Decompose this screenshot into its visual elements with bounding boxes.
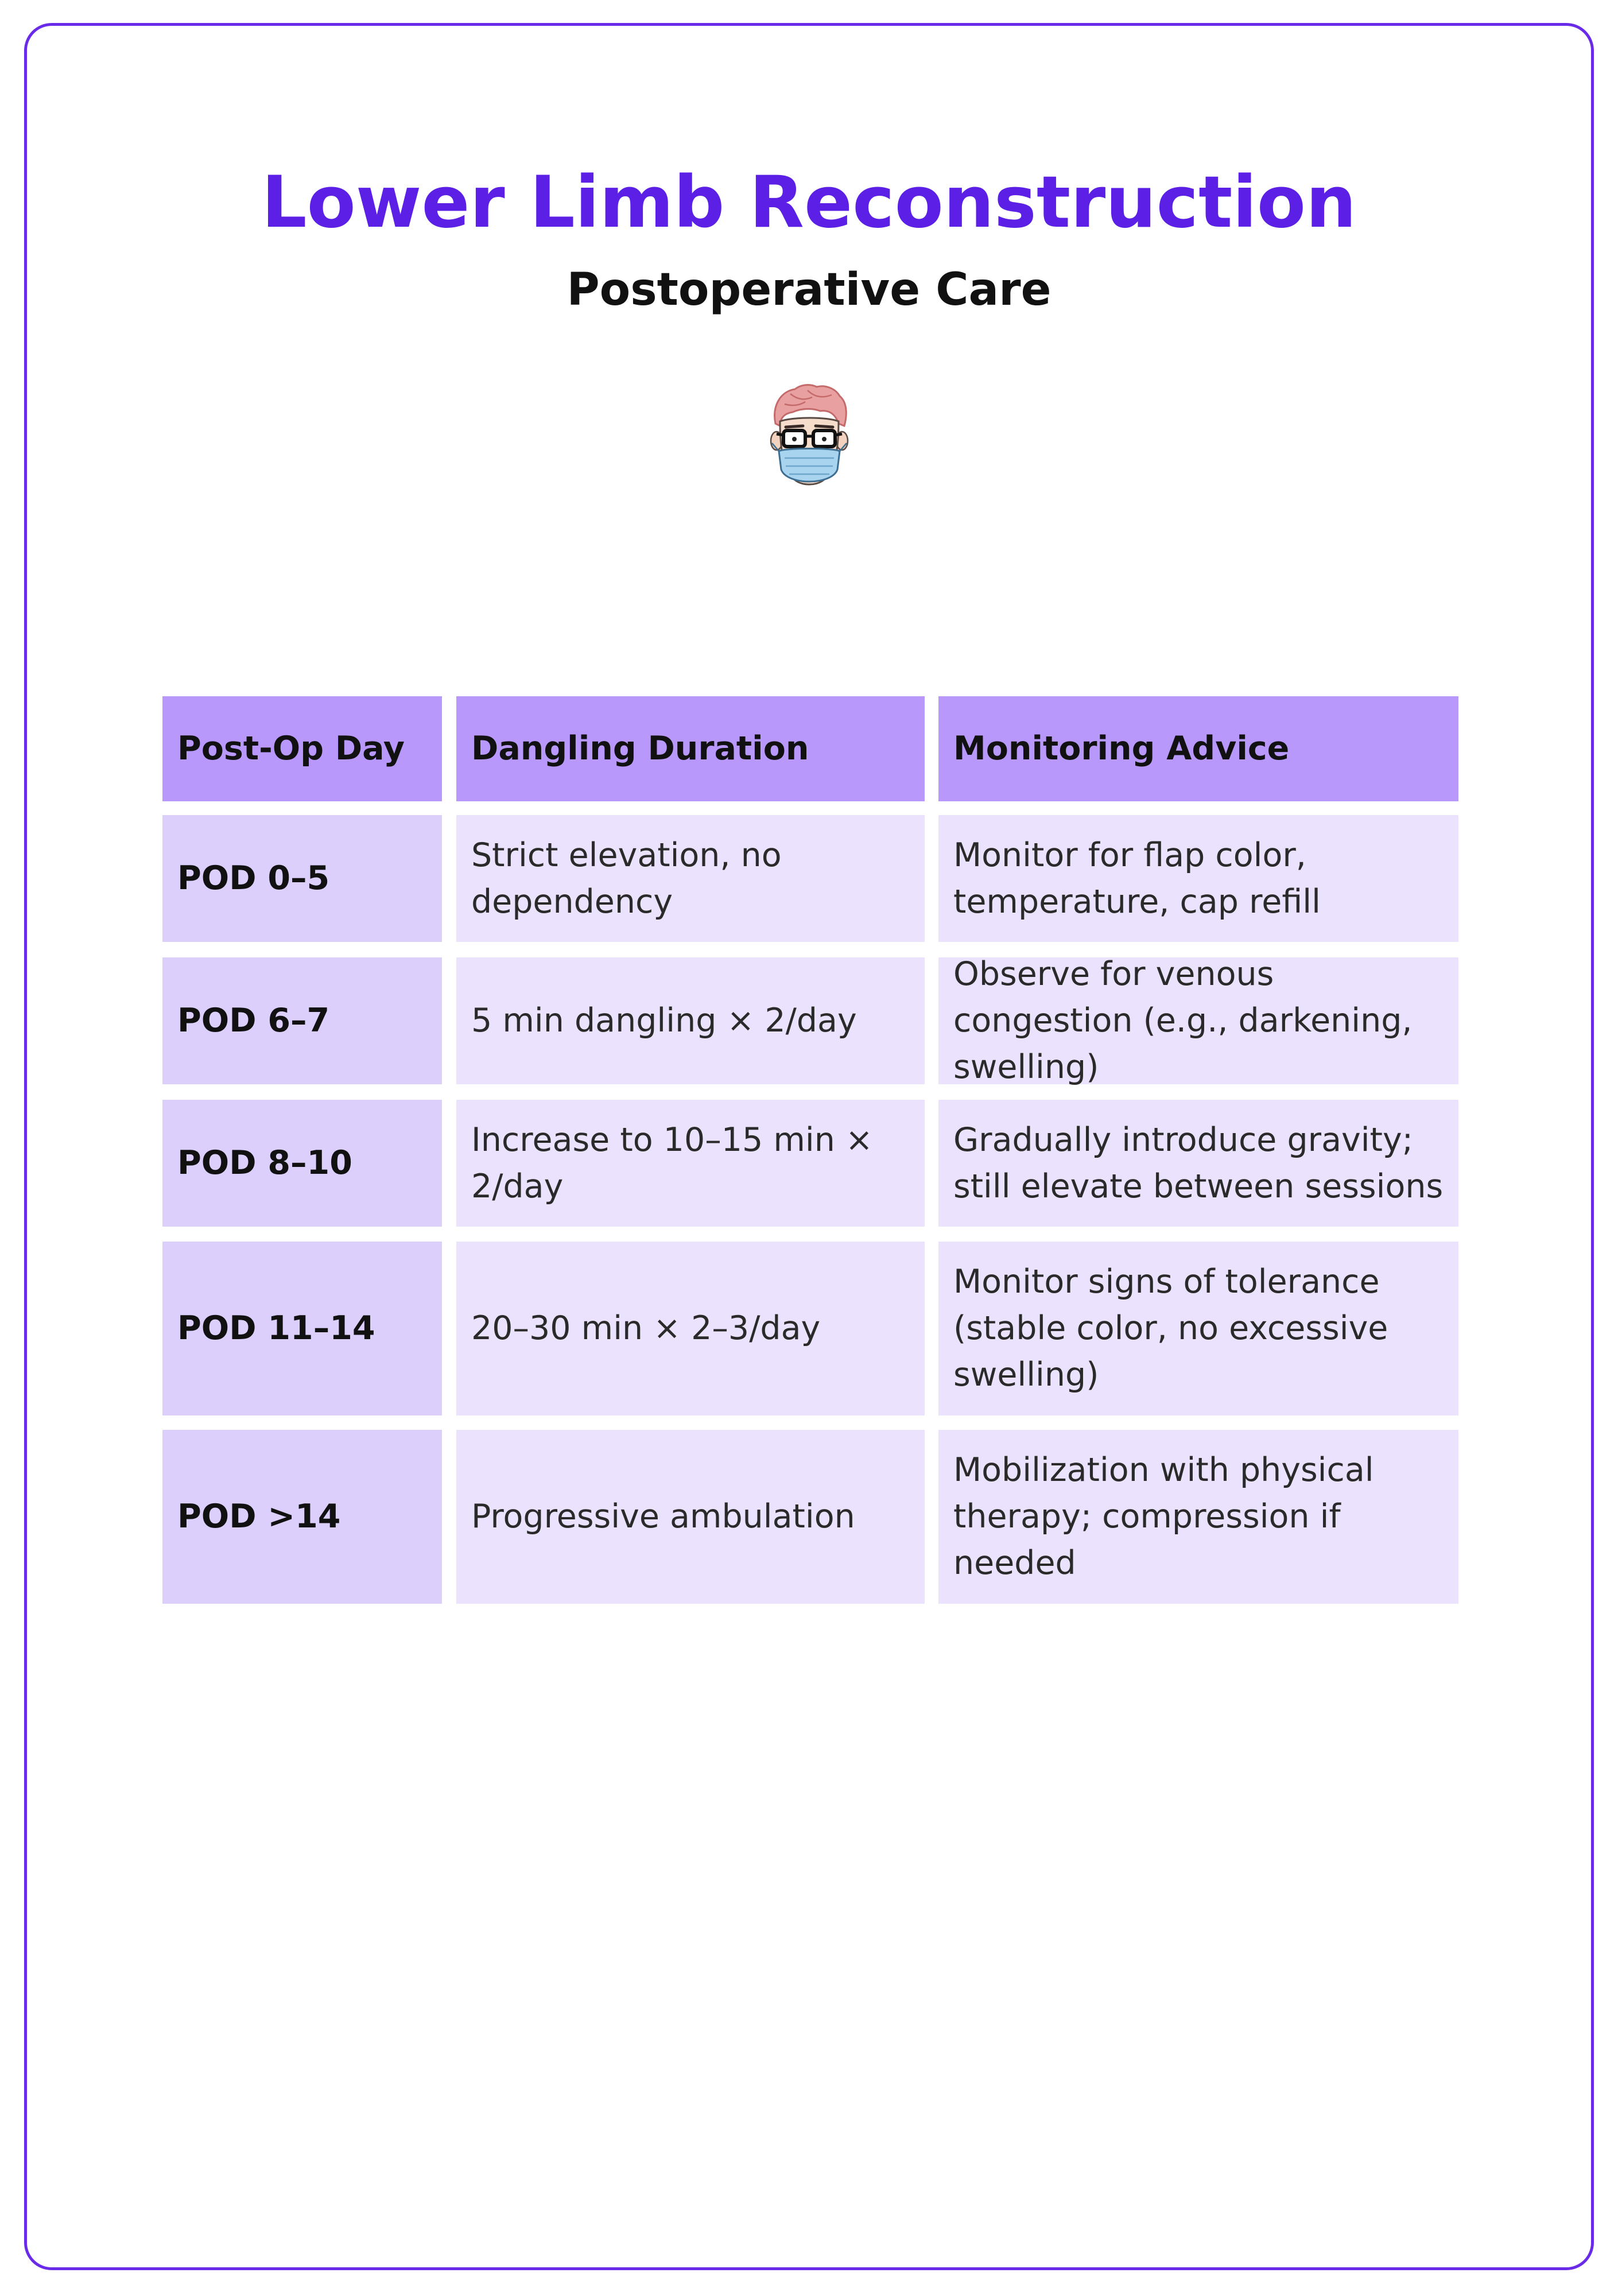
monitoring-advice-cell: Mobilization with physical therapy; compression if needed (938, 1430, 1458, 1604)
post-op-day-cell: POD 6–7 (162, 957, 442, 1084)
monitoring-advice-cell: Monitor signs of tolerance (stable color, no excessive swelling) (938, 1242, 1458, 1415)
dangling-duration-cell: Progressive ambulation (456, 1430, 925, 1604)
table-header-row (162, 696, 1458, 801)
column-header-dangling-duration: Dangling Duration (456, 696, 925, 801)
post-op-day-cell: POD >14 (162, 1430, 442, 1604)
page-title: Lower Limb Reconstruction (261, 161, 1357, 244)
dangling-duration-cell: 5 min dangling × 2/day (456, 957, 925, 1084)
table-row (162, 1242, 1458, 1415)
page-subtitle: Postoperative Care (567, 264, 1051, 316)
dangling-duration-cell: Increase to 10–15 min × 2/day (456, 1100, 925, 1227)
dangling-duration-cell: 20–30 min × 2–3/day (456, 1242, 925, 1415)
table-row (162, 1430, 1458, 1604)
monitoring-advice-cell: Monitor for flap color, temperature, cap refill (938, 815, 1458, 942)
post-op-day-cell: POD 11–14 (162, 1242, 442, 1415)
monitoring-advice-cell: Observe for venous congestion (e.g., darkening, swelling) (938, 957, 1458, 1084)
table-row (162, 1100, 1458, 1227)
dangling-duration-cell: Strict elevation, no dependency (456, 815, 925, 942)
post-op-day-cell: POD 8–10 (162, 1100, 442, 1227)
column-header-post-op-day: Post-Op Day (162, 696, 442, 801)
post-op-day-cell: POD 0–5 (162, 815, 442, 942)
table-row (162, 957, 1458, 1084)
column-header-monitoring-advice: Monitoring Advice (938, 696, 1458, 801)
table-row (162, 815, 1458, 942)
masked-doctor-avatar-icon (767, 383, 851, 498)
monitoring-advice-cell: Gradually introduce gravity; still elevate between sessions (938, 1100, 1458, 1227)
